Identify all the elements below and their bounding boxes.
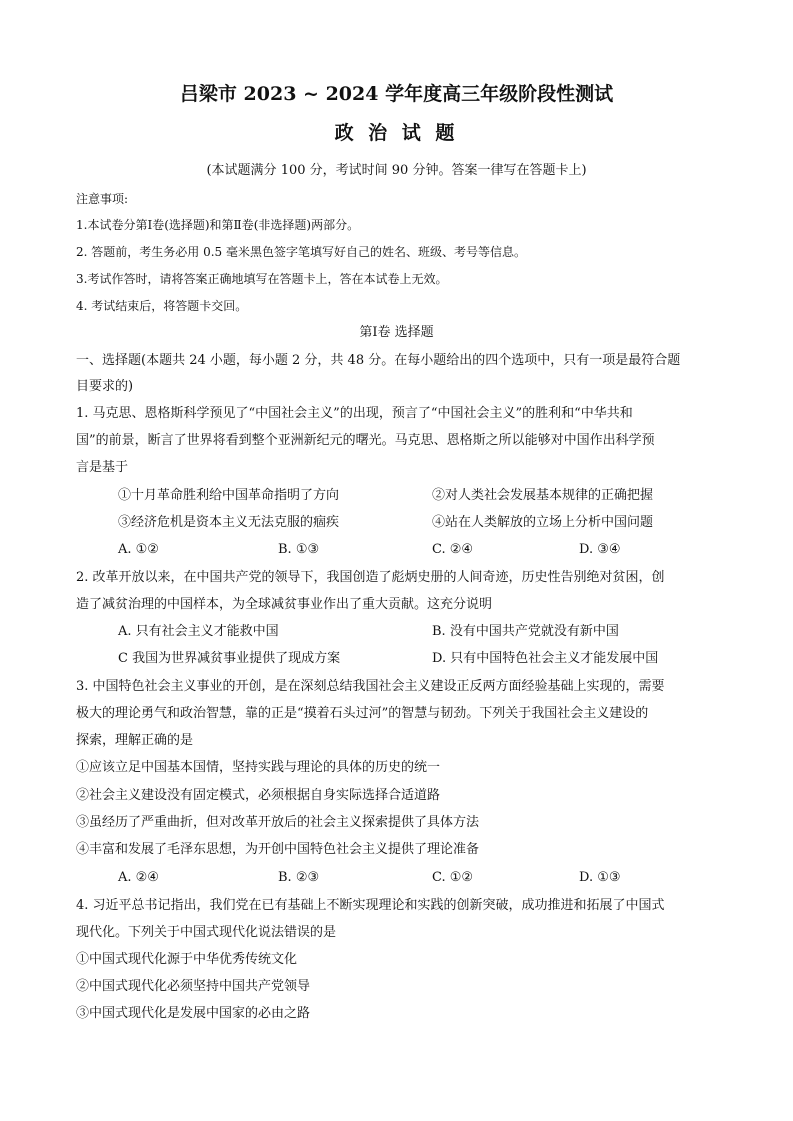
q2-option-c: C 我国为世界减贫事业提供了现成方案 (118, 651, 341, 666)
q3-statement: ①应该立足中国基本国情，坚持实践与理论的具体的历史的统一 (76, 760, 441, 775)
section-intro: 一、选择题(本题共 24 小题，每小题 2 分，共 48 分。在每小题给出的四个选项中，只有一项是最符合题 (76, 353, 681, 368)
section-title: 第Ⅰ卷 选择题 (359, 325, 434, 340)
exam-info: (本试题满分 100 分，考试时间 90 分钟。答案一律写在答题卡上) (206, 163, 587, 178)
question-3-text: 3. 中国特色社会主义事业的开创，是在深刻总结我国社会主义建设正反两方面经验基础上实现的，需要 (76, 679, 665, 694)
q3-statement: ②社会主义建设没有固定模式，必须根据自身实际选择合适道路 (76, 788, 441, 803)
q2-option-a: A. 只有社会主义才能救中国 (118, 624, 279, 639)
section-intro: 目要求的) (76, 379, 134, 394)
notice-item: 4. 考试结束后，将答题卡交回。 (76, 299, 248, 313)
q3-statement: ③虽经历了严重曲折，但对改革开放后的社会主义探索提供了具体方法 (76, 815, 480, 830)
question-3-text: 探索，理解正确的是 (76, 733, 194, 748)
q3-option-c: C. ①② (432, 870, 474, 885)
q1-option-a: A. ①② (118, 542, 159, 557)
subject-title: 政 治 试 题 (334, 122, 459, 144)
notice-item: 1.本试卷分第Ⅰ卷(选择题)和第Ⅱ卷(非选择题)两部分。 (76, 218, 360, 232)
question-4-text: 4. 习近平总书记指出，我们党在已有基础上不断实现理论和实践的创新突破，成功推进和拓展了中国式 (76, 898, 665, 913)
question-2-text: 造了减贫治理的中国样本，为全球减贫事业作出了重大贡献。这充分说明 (76, 597, 493, 612)
question-3-text: 极大的理论勇气和政治智慧，靠的正是“摸着石头过河”的智慧与韧劲。下列关于我国社会主义建设的 (76, 706, 649, 721)
q4-statement: ③中国式现代化是发展中国家的必由之路 (76, 1006, 311, 1021)
question-4-text: 现代化。下列关于中国式现代化说法错误的是 (76, 925, 337, 940)
notice-item: 3.考试作答时，请将答案正确地填写在答题卡上，答在本试卷上无效。 (76, 272, 448, 286)
q3-option-b: B. ②③ (278, 870, 320, 885)
q1-option-c: C. ②④ (432, 542, 474, 557)
q1-statement: ③经济危机是资本主义无法克服的痼疾 (118, 515, 340, 530)
q1-statement: ①十月革命胜利给中国革命指明了方向 (118, 488, 340, 503)
q1-option-b: B. ①③ (278, 542, 320, 557)
q1-statement: ②对人类社会发展基本规律的正确把握 (432, 488, 654, 503)
notice-item: 2. 答题前，考生务必用 0.5 毫米黑色签字笔填写好自己的姓名、班级、考号等信息。 (76, 245, 526, 259)
q4-statement: ②中国式现代化必须坚持中国共产党领导 (76, 979, 311, 994)
question-1-text: 言是基于 (76, 460, 129, 475)
q1-option-d: D. ③④ (579, 542, 621, 557)
q2-option-d: D. 只有中国特色社会主义才能发展中国 (432, 651, 659, 666)
q3-option-d: D. ①③ (579, 870, 621, 885)
notice-heading: 注意事项: (76, 192, 129, 206)
q2-option-b: B. 没有中国共产党就没有新中国 (432, 624, 619, 639)
q3-statement: ④丰富和发展了毛泽东思想，为开创中国特色社会主义提供了理论准备 (76, 842, 480, 857)
q1-statement: ④站在人类解放的立场上分析中国问题 (432, 515, 654, 530)
question-1-text: 国”的前景，断言了世界将看到整个亚洲新纪元的曙光。马克思、恩格斯之所以能够对中国作出科学预 (76, 433, 655, 448)
q4-statement: ①中国式现代化源于中华优秀传统文化 (76, 952, 298, 967)
question-1-text: 1. 马克思、恩格斯科学预见了“中国社会主义”的出现，预言了“中国社会主义”的胜利和“中华共和 (76, 406, 633, 421)
question-2-text: 2. 改革开放以来，在中国共产党的领导下，我国创造了彪炳史册的人间奇迹，历史性告别绝对贫困，创 (76, 570, 665, 585)
q3-option-a: A. ②④ (118, 870, 159, 885)
exam-title: 吕梁市 2023 ~ 2024 学年度高三年级阶段性测试 (179, 83, 614, 105)
